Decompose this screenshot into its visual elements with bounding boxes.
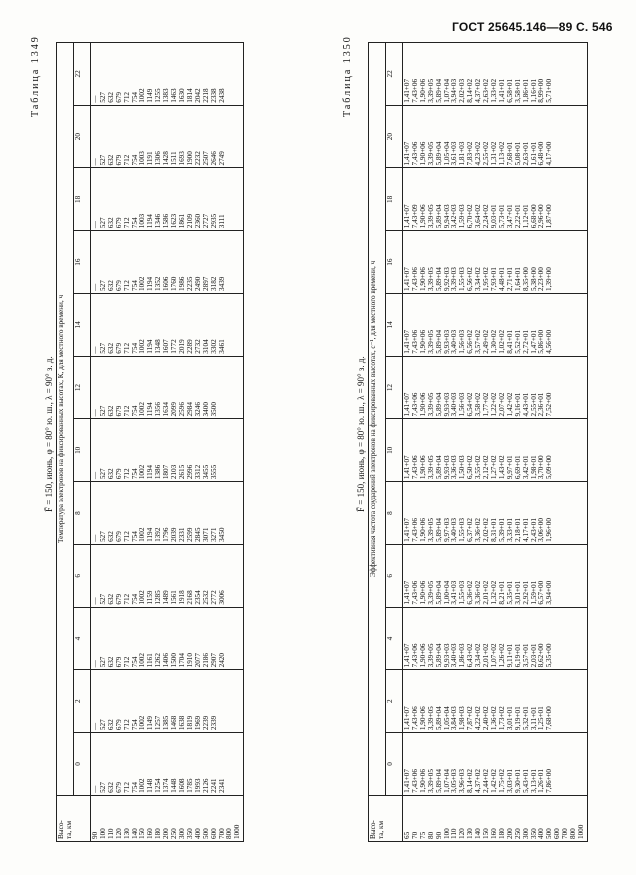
value-column: — 527 632 679 712 754 1002 1194 1386 1807 2103 2615 2996 3312 3455 3555 [91,419,244,482]
value-column: 1,41+07 7,43+06 1,90+06 3,39+05 5,89+04 9,92+03 3,39+03 1,55+03 6,56+02 3,34+02 1,95+02 7,93+01 4,48+01 2,71+01 1,64+01 8,35+00 5,38+00 2,23+00 1,39+00 [403,231,588,294]
value-column: 1,41+07 7,43+06 1,90+06 3,39+05 5,89+04 9,93+03 3,40+03 1,86+03 6,43+02 3,34+02 2,01+02 1,07+02 1,26+02 9,11+01 6,19+01 3,57+01 2,03+01 8,62+00 5,35+00 [403,607,588,670]
data-table [368,42,588,842]
time-header: 2 [386,670,403,733]
data-table [56,42,244,842]
value-column: — 527 632 679 712 754 1003 1191 1306 1428 1511 1693 1900 2232 2507 2646 2749 [91,105,244,168]
value-column: — 527 632 679 712 754 1003 1194 1346 1586 1623 1861 2109 2360 2727 2935 3111 [91,168,244,231]
value-column: — 527 632 679 712 754 1002 1148 1254 1374 1448 1608 1785 1993 2126 2241 2341 [91,733,244,796]
time-header: 4 [74,607,91,670]
value-column: — 527 632 679 712 754 1002 1159 1285 1489 1561 1918 2168 2354 2532 2772 3006 [91,544,244,607]
time-header: 10 [74,419,91,482]
value-column: 1,41+07 7,43+06 1,90+06 3,39+05 5,89+04 9,93+03 3,40+03 1,56+03 6,56+02 3,57+02 2,49+02 1,30+02 1,02+02 8,41+01 5,52+01 2,72+01 1,47+01 5,86+00 4,56+00 [403,293,588,356]
value-column: — 527 632 679 712 754 1002 1149 1257 1385 1468 1638 1819 1969 2239 2339 [91,670,244,733]
table-condition: F̄ = 150, июнь, φ = 80° ю. ш., λ = 90° з. д. [44,356,54,512]
value-column: 1,41+07 7,43+09 1,90+06 3,39+05 5,89+04 9,94+03 3,42+03 1,59+03 6,70+02 3,64+02 2,24+02 9,03+01 5,73+01 3,47+01 2,22+01 1,12+01 6,68+00 2,96+00 1,87+00 [403,168,588,231]
time-header: 22 [386,43,403,106]
time-header: 22 [74,43,91,106]
table-label: Таблица 1350 [342,35,353,117]
time-header: 4 [386,607,403,670]
height-column: 65 70 75 80 90 100 110 120 130 140 150 160 180 200 250 300 350 400 500 600 700 800 1000 [403,795,588,841]
time-header: 14 [386,293,403,356]
time-header: 18 [74,168,91,231]
time-header: 0 [74,733,91,796]
table-span-title: Эффективная частота соударений электронов на фиксированных высотах, с⁻¹, для местного времени, ч [369,43,386,796]
page-header: ГОСТ 25645.146—89 С. 546 [452,20,613,34]
height-header: Высо- та, км [57,795,91,841]
value-column: 1,41+07 7,43+06 1,90+06 3,39+05 5,89+04 9,97+03 3,40+03 1,55+03 6,37+02 3,36+02 2,02+02 8,31+01 5,39+01 3,33+01 2,18+01 4,17+01 2,43+01 3,06+00 1,96+00 [403,482,588,545]
time-header: 8 [386,482,403,545]
table-label: Таблица 1349 [30,35,41,117]
value-column: — 527 632 679 712 754 1002 1161 1262 1406 1500 1704 1910 2077 2186 2907 2420 [91,607,244,670]
height-header: Высо- та, км [369,795,403,841]
time-header: 20 [386,105,403,168]
time-header: 16 [74,231,91,294]
time-header: 6 [386,544,403,607]
time-header: 10 [386,419,403,482]
time-header: 12 [386,356,403,419]
time-header: 0 [386,733,403,796]
time-header: 2 [74,670,91,733]
value-column: 1,41+07 7,43+06 1,90+06 3,39+05 5,89+04 1,00+04 3,41+03 1,55+03 6,36+02 3,36+02 2,01+02 1,32+02 8,21+01 5,35+01 3,01+01 2,92+01 1,59+01 6,57+00 3,94+00 [403,544,588,607]
value-column: 1,41+07 7,43+06 1,90+06 3,39+05 5,89+04 1,05+04 3,61+03 1,81+03 7,83+02 4,23+02 2,55+02 1,31+02 1,13+02 7,68+01 5,08+01 2,63+01 1,61+01 6,48+00 4,17+00 [403,105,588,168]
time-header: 8 [74,482,91,545]
time-header: 6 [74,544,91,607]
value-column: — 527 632 679 712 754 1002 1194 1352 1606 1760 1986 2235 2490 2897 3182 3439 [91,231,244,294]
table-span-title: Температура электронов на фиксированных высотах, К, для местного времени, ч [57,43,74,796]
value-column: — 527 632 679 712 754 1002 1149 1255 1383 1463 1630 1814 2042 2218 2338 2438 [91,43,244,106]
value-column: — 527 632 679 712 754 1002 1194 1348 1607 1772 2019 2289 2732 3104 3302 3461 [91,293,244,356]
value-column: — 527 632 679 712 754 1002 1194 1356 1634 2099 2596 2984 3246 3400 3500 [91,356,244,419]
value-column: 1,41+07 7,43+06 1,90+06 3,39+05 5,89+04 9,93+03 3,36+03 1,50+03 6,50+02 3,55+02 2,12+02 1,27+02 1,43+02 9,97+01 6,69+01 3,42+01 1,98+01 3,70+00 5,09+00 [403,419,588,482]
time-header: 14 [74,293,91,356]
time-header: 20 [74,105,91,168]
value-column: 1,41+07 7,43+06 1,90+06 3,39+05 5,89+04 1,05+04 3,84+03 1,98+03 7,87+02 4,22+02 2,40+02 1,36+02 1,73+02 3,01+01 9,19+01 5,32+01 3,11+01 1,25+01 7,68+00 [403,670,588,733]
value-column: 1,41+07 7,43+06 1,90+06 3,39+05 5,89+04 9,93+03 3,40+03 1,56+03 6,54+02 3,58+02 1,77+02 1,22+02 2,07+02 1,42+02 9,16+01 4,43+01 2,55+01 2,36+01 7,52+00 [403,356,588,419]
height-column: 90 100 110 120 130 140 150 160 180 200 250 300 350 400 500 600 700 800 1000 [91,795,244,841]
value-column: 1,41+07 7,43+06 1,90+06 3,39+05 5,89+04 1,07+04 3,05+03 3,96+03 8,14+02 4,37+02 2,44+02 1,42+02 1,75+02 3,03+01 9,30+01 5,43+01 3,13+01 1,26+01 7,86+00 [403,733,588,796]
table-condition: F̄ = 150, июнь, φ = 80° ю. ш., λ = 90° з. д. [356,356,366,512]
value-column: — 527 632 679 712 754 1002 1194 1392 1796 2039 2331 2599 2845 3071 3271 3450 [91,482,244,545]
time-header: 12 [74,356,91,419]
time-header: 16 [386,231,403,294]
value-column: 1,41+07 7,43+06 1,90+06 3,39+05 5,89+04 1,07+04 3,94+03 2,02+03 8,14+02 4,37+02 2,63+02 1,33+02 1,41+01 6,58+01 3,58+01 1,86+01 1,16+01 8,99+00 5,71+00 [403,43,588,106]
time-header: 18 [386,168,403,231]
